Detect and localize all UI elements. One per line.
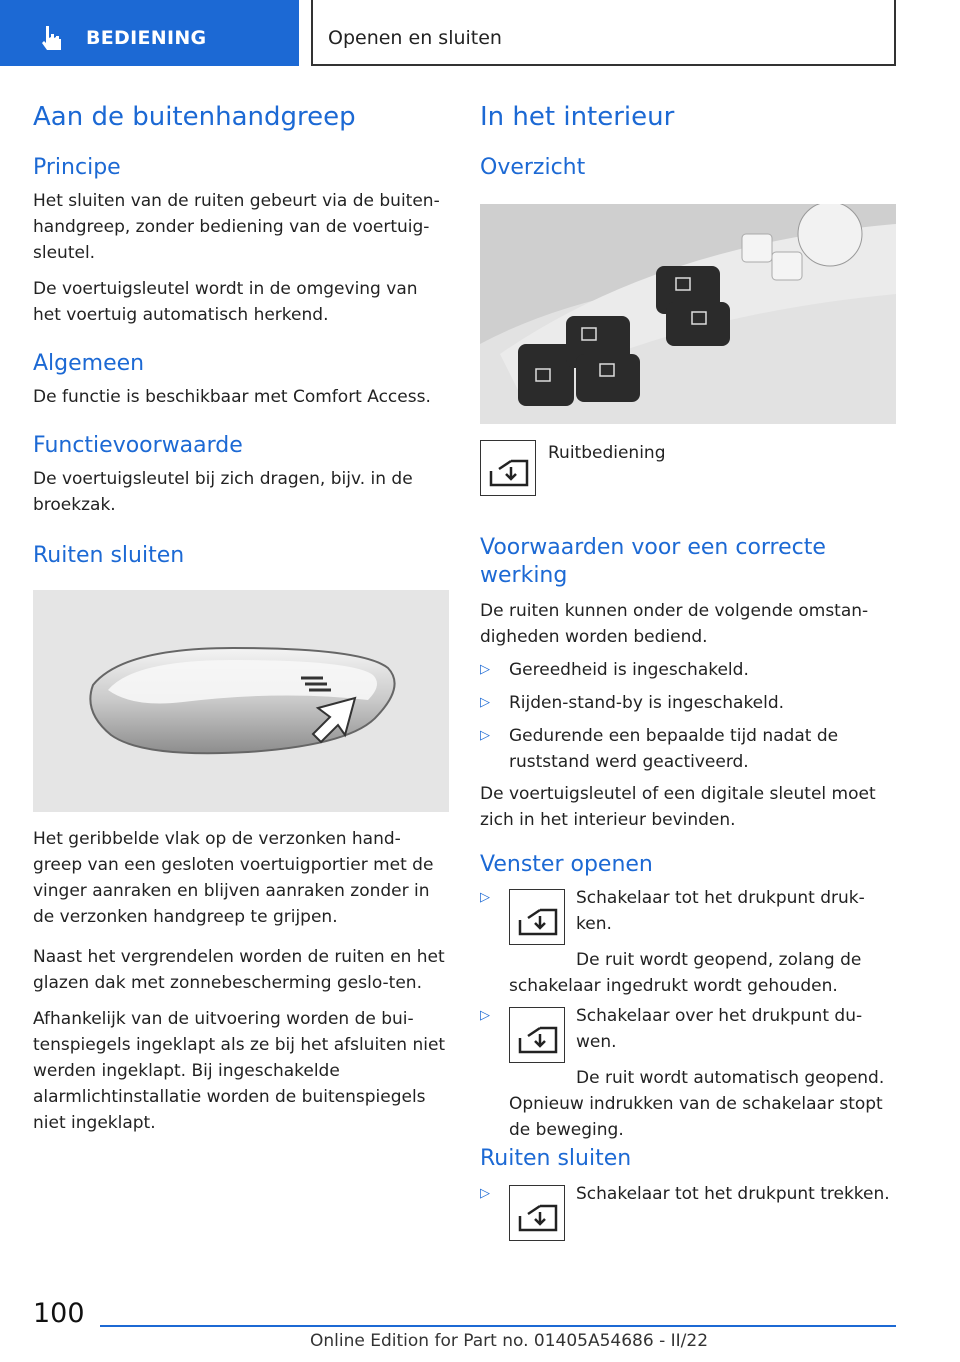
subsection-title: Openen en sluiten [328,27,502,49]
hand-pointer-icon [34,22,68,56]
ruiten-sluiten-right-heading: Ruiten sluiten [480,1146,632,1171]
switch-legend-label: Ruitbediening [548,443,666,463]
triangle-bullet-icon: ▷ [480,695,490,710]
triangle-bullet-icon: ▷ [480,1008,490,1023]
ruiten-sluiten-step-text: Schakelaar tot het drukpunt trekken. [576,1184,890,1204]
list-item [480,1181,896,1247]
venster-openen-heading: Venster openen [480,852,653,877]
left-title: Aan de buitenhandgreep [33,102,356,132]
venster-step-subtext: De ruit wordt geopend, zolang de schakelaar ingedrukt wordt gehouden. [509,950,862,996]
mirror-text: Afhankelijk van de uitvoering worden de bui-tenspiegels ingeklapt als ze bij het afsluiten niet werden ingeklapt. Bij ingeschakelde alarmlichtinstallatie worden de buitenspiegels niet ingeklapt. [33,1009,446,1133]
functievoorwaarde-heading: Functievoorwaarde [33,433,243,458]
window-switch-icon [509,1007,565,1063]
left-column [33,100,449,1136]
window-switch-icon [480,440,536,496]
section-tab [0,0,299,66]
switch-legend [480,440,896,524]
functievoorwaarde-text: De voertuigsleutel bij zich dragen, bijv. in de broekzak. [33,469,413,515]
voorwaarden-heading: Voorwaarden voor een correcte werking [480,535,826,588]
window-switch-icon [509,889,565,945]
page-number: 100 [33,1298,85,1329]
locking-text: Naast het vergrendelen worden de ruiten en het glazen dak met zonnebescherming geslo-ten. [33,947,445,993]
triangle-bullet-icon: ▷ [480,1186,490,1201]
venster-step-text: Schakelaar tot het drukpunt druk-ken. [576,888,865,934]
list-item [480,885,896,996]
subsection-header [311,0,896,66]
venster-step-text: Schakelaar over het drukpunt du-wen. [576,1006,863,1052]
list-item: ▷ Gereedheid is ingeschakeld. [480,657,896,683]
list-item: ▷ Rijden-stand-by is ingeschakeld. [480,690,896,716]
algemeen-text: De functie is beschikbaar met Comfort Access. [33,387,431,407]
section-title: BEDIENING [86,27,207,49]
right-column [480,100,896,1247]
voorwaarden-list [480,657,896,775]
list-item [480,1003,896,1140]
triangle-bullet-icon: ▷ [480,890,490,905]
algemeen-heading: Algemeen [33,351,145,376]
triangle-bullet-icon: ▷ [480,662,490,677]
principe-heading: Principe [33,155,121,180]
voorwaarden-text: De ruiten kunnen onder de volgende omstan-digheden worden bediend. [480,601,869,647]
voorwaarden-after-text: De voertuigsleutel of een digitale sleutel moet zich in het interieur bevinden. [480,784,876,830]
principe-text-2: De voertuigsleutel wordt in de omgeving van het voertuig automatisch herkend. [33,279,418,325]
handle-instruction-text: Het geribbelde vlak op de verzonken hand-greep van een gesloten voertuigportier met de vinger aanraken en blijven aanraken zonder in de verzonken handgreep te grijpen. [33,829,434,927]
window-switch-photo [480,204,896,424]
door-handle-photo [33,590,449,812]
venster-step-subtext: De ruit wordt automatisch geopend. Opnieuw indrukken van de schakelaar stopt de beweging. [509,1068,885,1140]
principe-text-1: Het sluiten van de ruiten gebeurt via de buiten-handgreep, zonder bediening van de voertuig-sleutel. [33,191,440,263]
window-switch-icon [509,1185,565,1241]
overzicht-heading: Overzicht [480,155,586,180]
ruiten-sluiten-heading: Ruiten sluiten [33,543,185,568]
triangle-bullet-icon: ▷ [480,728,490,743]
list-item: ▷ Gedurende een bepaalde tijd nadat de ruststand werd geactiveerd. [480,723,896,775]
right-title: In het interieur [480,102,675,132]
footer-edition: Online Edition for Part no. 01405A54686 - II/22 [310,1331,709,1351]
footer-divider [100,1325,896,1327]
